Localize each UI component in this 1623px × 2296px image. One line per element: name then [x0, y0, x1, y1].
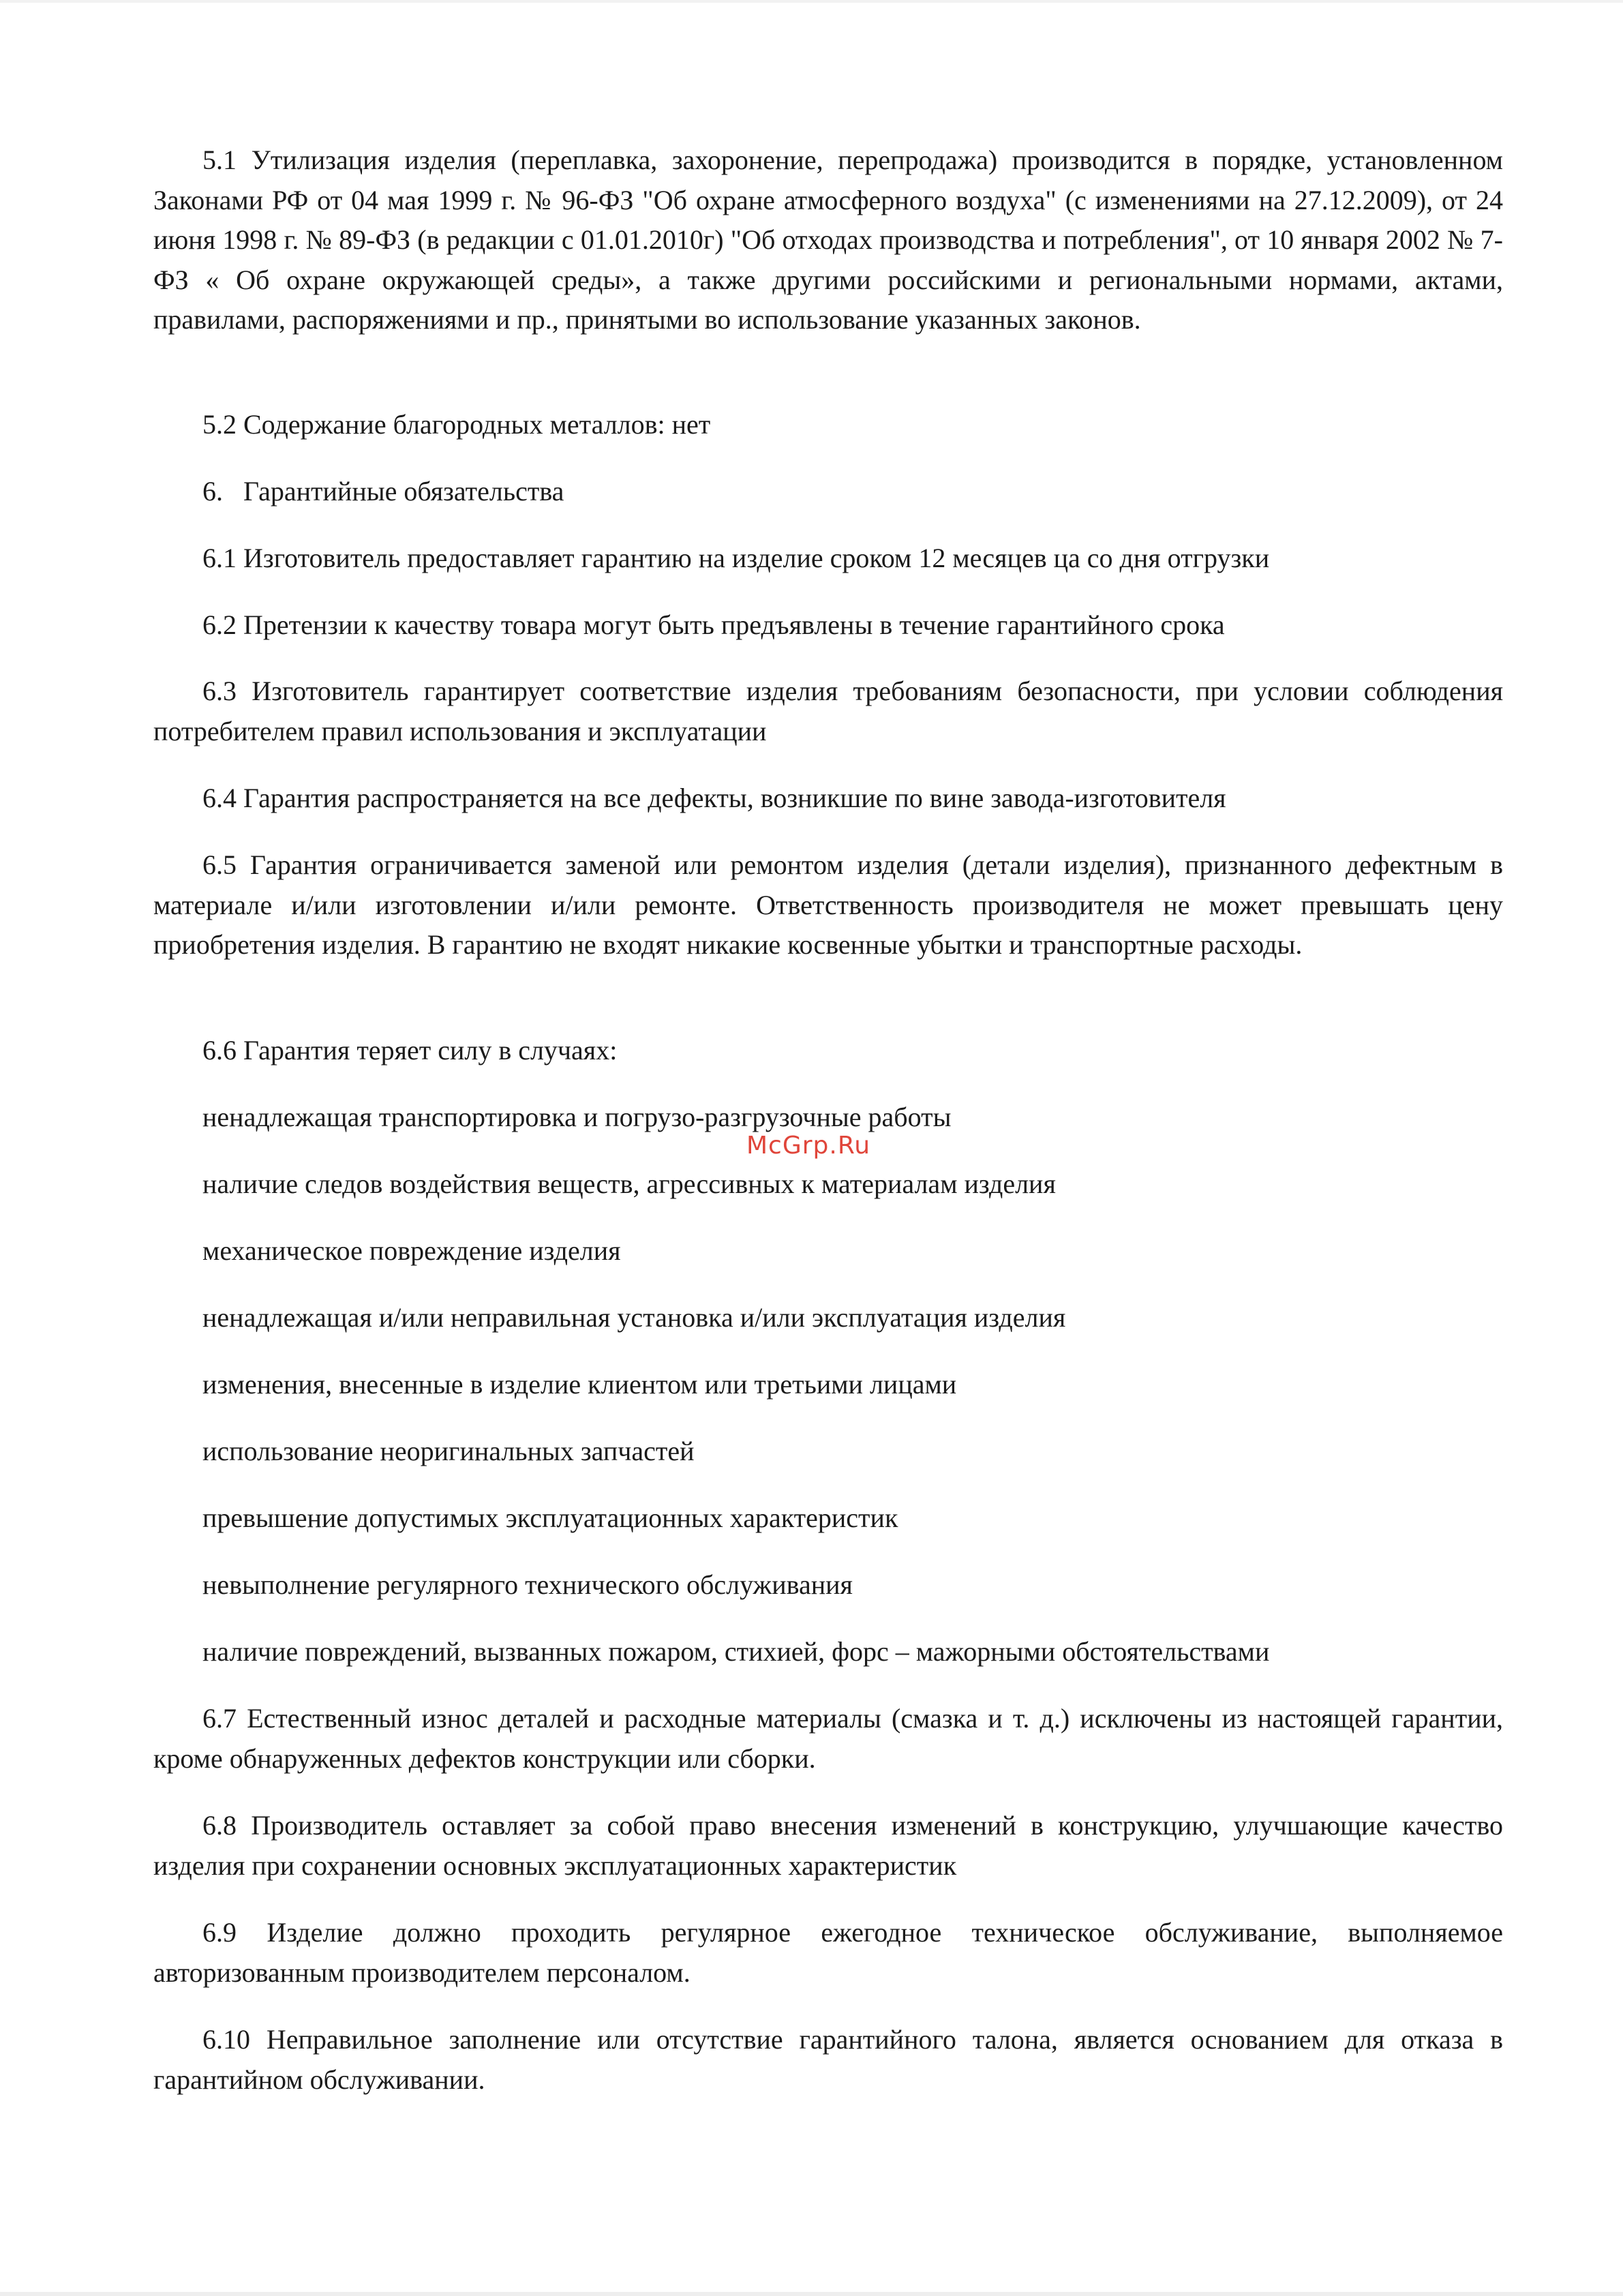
list-item: наличие следов воздействия веществ, агрессивных к материалам изделия: [202, 1168, 1056, 1199]
section-6-heading: 6. Гарантийные обязательства: [202, 476, 564, 507]
scan-edge-top: [0, 0, 1623, 3]
paragraph-6-9: 6.9 Изделие должно проходить регулярное ежегодное техническое обслуживание, выполняемое авторизованным производителем персоналом.: [153, 1917, 1503, 1988]
paragraph-6-4: 6.4 Гарантия распространяется на все дефекты, возникшие по вине завода-изготовителя: [202, 783, 1226, 813]
paragraph-6-1: 6.1 Изготовитель предоставляет гарантию на изделие сроком 12 месяцев ца со дня отгрузки: [202, 543, 1270, 573]
list-item: механическое повреждение изделия: [202, 1235, 621, 1266]
list-item: ненадлежащая транспортировка и погрузо-разгрузочные работы: [202, 1102, 952, 1132]
list-item: наличие повреждений, вызванных пожаром, стихией, форс – мажорными обстоятельствами: [202, 1636, 1270, 1667]
paragraph-6-7: 6.7 Естественный износ деталей и расходные материалы (смазка и т. д.) исключены из настоящей гарантии, кроме обнаруженных дефектов конструкции или сборки.: [153, 1703, 1503, 1774]
paragraph-6-2: 6.2 Претензии к качеству товара могут быть предъявлены в течение гарантийного срока: [202, 609, 1225, 640]
list-item: превышение допустимых эксплуатационных характеристик: [202, 1502, 898, 1533]
list-item: изменения, внесенные в изделие клиентом или третьими лицами: [202, 1369, 957, 1400]
watermark: McGrp.Ru: [746, 1132, 871, 1160]
paragraph-6-5: 6.5 Гарантия ограничивается заменой или ремонтом изделия (детали изделия), признанного дефектным в материале и/или изготовлении и/или ремонте. Ответственность производителя не может превышать цену приобретения изделия. В гарантию не входят никакие косвенные убытки и транспортные расходы.: [153, 849, 1503, 960]
paragraph-5-2: 5.2 Содержание благородных металлов: нет: [202, 409, 711, 440]
paragraph-6-10: 6.10 Неправильное заполнение или отсутствие гарантийного талона, является основанием для отказа в гарантийном обслуживании.: [153, 2024, 1503, 2095]
paragraph-5-1: 5.1 Утилизация изделия (переплавка, захоронение, перепродажа) производится в порядке, установленном Законами РФ от 04 мая 1999 г. № 96-ФЗ "Об охране атмосферного воздуха" (с изменениями на 27.12.2009), от 24 июня 1998 г. № 89-ФЗ (в редакции с 01.01.2010г) "Об отходах производства и потребления", от 10 января 2002 № 7-ФЗ « Об охране окружающей среды», а также другими российскими и региональными нормами, актами, правилами, распоряжениями и пр., принятыми во использование указанных законов.: [153, 145, 1503, 335]
list-item: невыполнение регулярного технического обслуживания: [202, 1569, 853, 1600]
list-item: ненадлежащая и/или неправильная установка и/или эксплуатация изделия: [202, 1302, 1066, 1333]
paragraph-6-6: 6.6 Гарантия теряет силу в случаях:: [202, 1035, 618, 1066]
list-item: использование неоригинальных запчастей: [202, 1436, 695, 1466]
paragraph-6-8: 6.8 Производитель оставляет за собой право внесения изменений в конструкцию, улучшающие качество изделия при сохранении основных эксплуатационных характеристик: [153, 1810, 1503, 1881]
scan-edge-bottom: [0, 2292, 1623, 2296]
paragraph-6-3: 6.3 Изготовитель гарантирует соответствие изделия требованиям безопасности, при условии соблюдения потребителем правил использования и эксплуатации: [153, 676, 1503, 746]
